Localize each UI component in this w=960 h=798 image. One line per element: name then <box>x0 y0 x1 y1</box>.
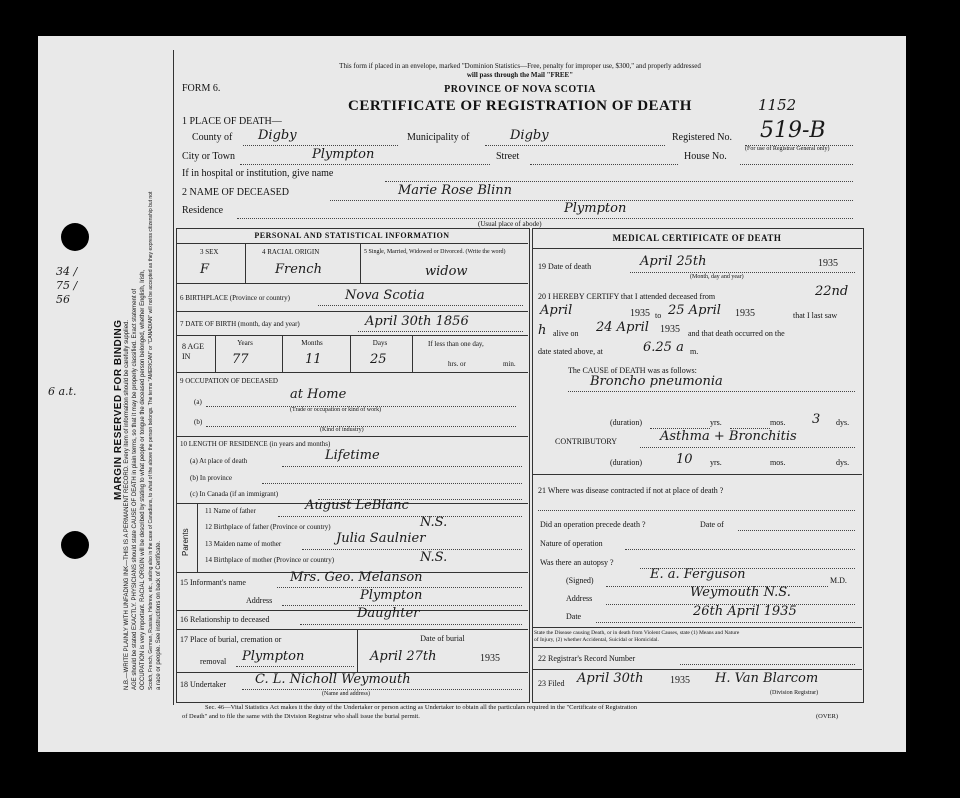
birthplace-value: Nova Scotia <box>345 288 425 303</box>
burial-label: 17 Place of burial, cremation or <box>180 635 282 644</box>
removal-label: removal <box>200 657 227 666</box>
years-label: Years <box>237 339 253 347</box>
min-label: min. <box>503 360 516 368</box>
marital-value: widow <box>425 264 468 279</box>
hospital-label: If in hospital or institution, give name <box>182 168 334 179</box>
state-note-1: State the Disease causing Death, or in death from Violent Causes, state (1) Means and Nature <box>534 630 740 636</box>
registrar-note: (For use of Registrar General only) <box>745 146 830 152</box>
informant-address-value: Plympton <box>360 588 423 603</box>
binding-margin-label: MARGIN RESERVED FOR BINDING <box>113 319 124 500</box>
alive-pronoun: h <box>538 323 547 338</box>
residence-value: Plympton <box>564 201 627 216</box>
informant-address-label: Address <box>246 596 273 605</box>
attend-from-year: 1935 <box>630 308 650 319</box>
margin-instruction: AGE should be stated EXACTLY. PHYSICIANS should state CAUSE OF DEATH in plain terms, so that it may be properly classified. Exact statement of <box>132 288 138 690</box>
operation-label: Did an operation precede death ? <box>540 520 646 529</box>
operation-date-label: Date of <box>700 520 724 529</box>
physician-date-label: Date <box>566 612 582 621</box>
burial-place: Plympton <box>242 649 305 664</box>
envelope-note: This form if placed in an envelope, marked "Dominion Statistics—Free, penalty for improper use, $300," and properly addressed <box>339 62 701 70</box>
occ-b-note: (Kind of industry) <box>320 427 364 433</box>
name-label: 2 NAME OF DECEASED <box>182 187 289 198</box>
mother-label: 13 Maiden name of mother <box>205 540 282 548</box>
date-stated-label: date stated above, at <box>538 347 603 356</box>
city-label: City or Town <box>182 151 236 162</box>
burial-date-label: Date of burial <box>420 634 465 643</box>
state-note-2: of Injury, (2) whether Accidental, Suicidal or Homicidal. <box>534 637 659 643</box>
in-canada-label: (c) In Canada (if an immigrant) <box>190 490 279 498</box>
sex-label: 3 SEX <box>200 248 219 256</box>
months-value: 11 <box>305 352 322 367</box>
county-label: County of <box>192 132 233 143</box>
registrar-number-label: 22 Registrar's Record Number <box>538 654 636 663</box>
alive-date: 24 April <box>596 320 649 335</box>
occ-a-note: (Trade or occupation or kind of work) <box>290 407 382 413</box>
footer-line-2: of Death" and to file the same with the Division Registrar who shall issue the burial permit. <box>182 713 420 720</box>
margin-instruction: OCCUPATION is very important. RACIAL ORIGIN will be described by stating to what people or tongue the deceased person belonged, whether English, Irish, <box>140 269 146 690</box>
mother-value: Julia Saulnier <box>336 531 426 546</box>
residence-label: Residence <box>182 205 224 216</box>
less-than-day: If less than one day, <box>428 340 484 348</box>
registered-number: 519-B <box>760 118 826 143</box>
sex-value: F <box>200 262 210 277</box>
division-registrar-note: (Division Registrar) <box>770 690 819 696</box>
racial-label: 4 RACIAL ORIGIN <box>262 248 320 256</box>
birthplace-label: 6 BIRTHPLACE (Province or country) <box>180 294 291 302</box>
occ-b: (b) <box>194 418 203 426</box>
m-label: m. <box>690 347 699 356</box>
length-label: 10 LENGTH OF RESIDENCE (in years and months) <box>180 440 331 448</box>
contributory-label: CONTRIBUTORY <box>555 437 618 446</box>
footer-over: (OVER) <box>816 713 839 720</box>
q21-label: 21 Where was disease contracted if not at place of death ? <box>538 486 724 495</box>
mother-birth-label: 14 Birthplace of mother (Province or country) <box>205 556 335 564</box>
physician-address: Weymouth N.S. <box>690 585 791 600</box>
physician-signature: E. a. Ferguson <box>650 567 746 582</box>
at-place-value: Lifetime <box>325 448 380 463</box>
certificate-number: 1152 <box>758 96 797 114</box>
margin-instruction: a race or people. See instructions on back of Certificate. <box>156 540 162 690</box>
age-label: 8 AGE IN <box>182 342 204 361</box>
certify-label: 20 I HEREBY CERTIFY that I attended deceased from <box>538 292 716 301</box>
months-label: Months <box>301 339 323 347</box>
cause-duration-label: (duration) <box>610 418 642 427</box>
footer-line-1: Sec. 46—Vital Statistics Act makes it the duty of the Undertaker or person acting as Undertaker to obtain all the particulars required in the "Certificate of Registration <box>205 704 638 711</box>
informant-value: Mrs. Geo. Melanson <box>290 570 423 585</box>
personal-heading: PERSONAL AND STATISTICAL INFORMATION <box>254 231 450 240</box>
md-label: M.D. <box>830 576 847 585</box>
contrib-duration-label: (duration) <box>610 458 642 467</box>
filed-year: 1935 <box>670 675 690 686</box>
contrib-yrs-label: yrs. <box>710 458 722 467</box>
last-saw-label: that I last saw <box>793 311 838 320</box>
to-label: to <box>655 311 662 320</box>
physician-address-label: Address <box>566 594 593 603</box>
autopsy-label: Was there an autopsy ? <box>540 558 614 567</box>
at-place-label: (a) At place of death <box>190 457 248 465</box>
registrar-signature: H. Van Blarcom <box>715 671 819 686</box>
contrib-years: 10 <box>676 452 693 467</box>
relationship-label: 16 Relationship to deceased <box>180 615 270 624</box>
municipality-value: Digby <box>510 128 549 143</box>
cause-dys-label: dys. <box>836 418 850 427</box>
hrs-label: hrs. or <box>448 360 466 368</box>
medical-heading: MEDICAL CERTIFICATE OF DEATH <box>612 233 782 243</box>
undertaker-note: (Name and address) <box>322 691 370 697</box>
signed-label: (Signed) <box>566 576 594 585</box>
dob-label: 7 DATE OF BIRTH (month, day and year) <box>180 320 300 328</box>
municipality-label: Municipality of <box>407 132 470 143</box>
pencil-fraction: 34 / 75 / 56 <box>56 265 78 306</box>
contrib-dys-label: dys. <box>836 458 850 467</box>
parents-label: Parents <box>181 528 190 556</box>
burial-date: April 27th <box>370 649 437 664</box>
attend-to-date: 25 April <box>668 303 721 318</box>
father-birth-label: 12 Birthplace of father (Province or country) <box>205 523 331 531</box>
nature-label: Nature of operation <box>540 539 603 548</box>
father-label: 11 Name of father <box>205 507 256 515</box>
cause-days: 3 <box>812 412 821 427</box>
death-occurred-label: and that death occurred on the <box>688 329 785 338</box>
relationship-value: Daughter <box>357 606 420 621</box>
mother-birth-value: N.S. <box>420 550 448 565</box>
marital-label: 5 Single, Married, Widowed or Divorced. (Write the word) <box>364 249 506 255</box>
in-province-label: (b) In province <box>190 474 232 482</box>
cause-value: Broncho pneumonia <box>590 374 723 389</box>
father-value: August LeBlanc <box>305 498 409 513</box>
province-heading: PROVINCE OF NOVA SCOTIA <box>444 84 596 95</box>
years-value: 77 <box>232 352 249 367</box>
occupation-label: 9 OCCUPATION OF DECEASED <box>180 377 278 385</box>
cause-yrs-label: yrs. <box>710 418 722 427</box>
envelope-note-2: will pass through the Mail "FREE" <box>466 71 574 79</box>
attend-from-month: April <box>540 303 573 318</box>
margin-instruction: Scotch, French, German, Russian, Hebrew, etc., stating also in the case of Canadians, to what of the above the person belongs. The terms "AMERICAN" or "CANADIAN" will not be accepted as they express citizenship but not <box>148 191 154 690</box>
cause-label: The CAUSE of DEATH was as follows: <box>568 366 697 375</box>
house-label: House No. <box>684 151 727 162</box>
father-birth-value: N.S. <box>420 515 448 530</box>
street-label: Street <box>496 151 520 162</box>
binding-hole-bottom <box>61 531 89 559</box>
pencil-note: 6 a.t. <box>48 385 77 398</box>
burial-year: 1935 <box>480 653 500 664</box>
occupation-value: at Home <box>290 387 347 402</box>
undertaker-label: 18 Undertaker <box>180 680 226 689</box>
certificate-title: CERTIFICATE OF REGISTRATION OF DEATH <box>348 98 692 114</box>
alive-year: 1935 <box>660 324 680 335</box>
date-of-death-label: 19 Date of death <box>538 262 592 271</box>
date-of-death: April 25th <box>640 254 707 269</box>
time-of-death: 6.25 a <box>643 340 684 355</box>
racial-value: French <box>275 262 322 277</box>
attend-to-year: 1935 <box>735 308 755 319</box>
informant-label: 15 Informant's name <box>180 578 246 587</box>
undertaker-value: C. L. Nicholl Weymouth <box>255 672 411 687</box>
place-of-death-heading: 1 PLACE OF DEATH— <box>182 116 282 127</box>
days-value: 25 <box>370 352 387 367</box>
county-value: Digby <box>258 128 297 143</box>
contrib-mos-label: mos. <box>770 458 786 467</box>
attend-from-day: 22nd <box>815 284 849 299</box>
contributory-value: Asthma + Bronchitis <box>660 429 797 444</box>
death-year: 1935 <box>818 258 838 269</box>
registered-label: Registered No. <box>672 132 732 143</box>
days-label: Days <box>372 339 388 347</box>
form-number: FORM 6. <box>182 83 221 94</box>
physician-date: 26th April 1935 <box>693 604 797 619</box>
binding-hole-top <box>61 223 89 251</box>
city-value: Plympton <box>312 147 375 162</box>
usual-place-note: (Usual place of abode) <box>478 220 542 228</box>
margin-instruction: N.B.—WRITE PLAINLY WITH UNFADING INK—THIS IS A PERMANENT RECORD. Every item of information should be carefully supplied. <box>124 319 130 690</box>
filed-label: 23 Filed <box>538 679 565 688</box>
deceased-name: Marie Rose Blinn <box>398 183 512 198</box>
alive-on-label: alive on <box>553 329 579 338</box>
date-note: (Month, day and year) <box>690 274 744 280</box>
dob-value: April 30th 1856 <box>365 314 469 329</box>
occ-a: (a) <box>194 398 202 406</box>
cause-mos-label: mos. <box>770 418 786 427</box>
filed-date: April 30th <box>577 671 644 686</box>
